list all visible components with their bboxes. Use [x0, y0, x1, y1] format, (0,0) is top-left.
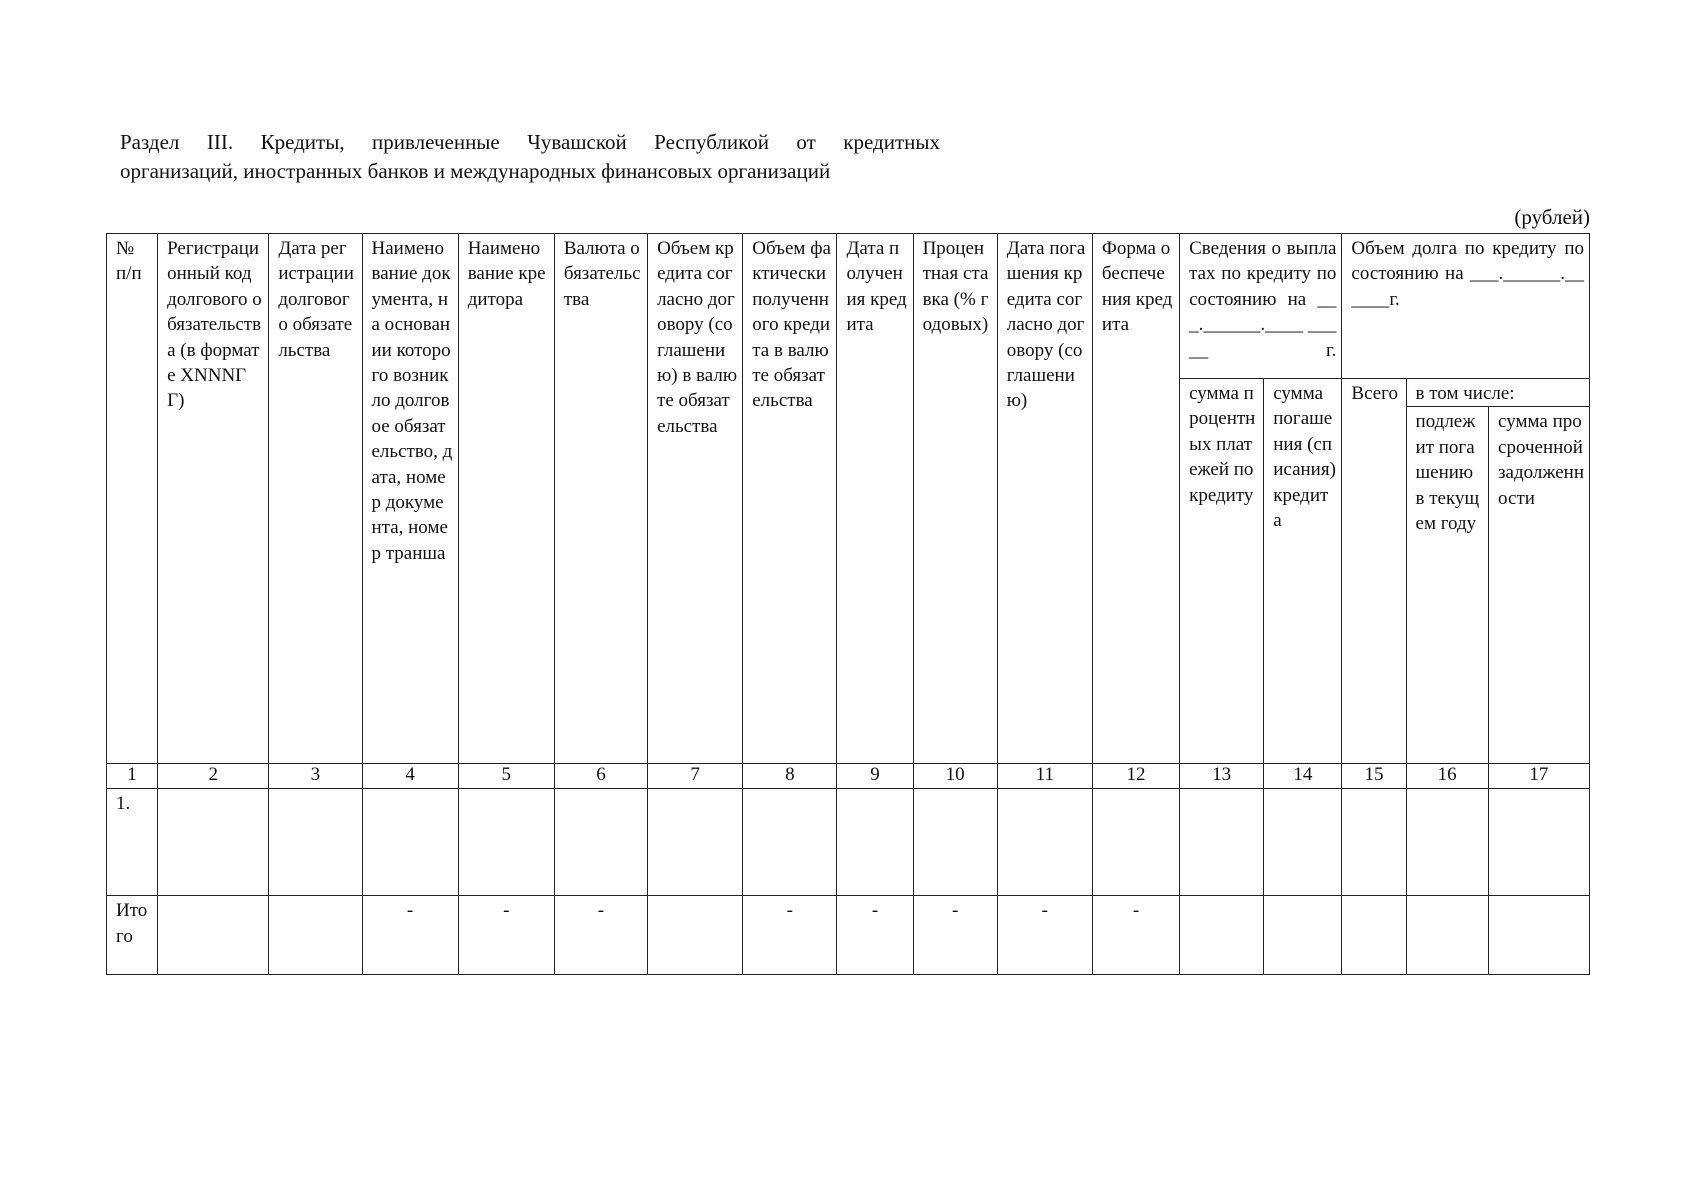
- column-number: 5: [458, 764, 554, 789]
- table-cell: [1488, 789, 1589, 896]
- column-number: 1: [107, 764, 158, 789]
- table-cell: [648, 896, 743, 975]
- column-number: 2: [158, 764, 269, 789]
- table-cell: [1342, 896, 1406, 975]
- table-cell: [1264, 789, 1342, 896]
- column-number: 14: [1264, 764, 1342, 789]
- header-total: Всего: [1342, 379, 1406, 764]
- table-cell: [269, 896, 362, 975]
- total-dash: -: [913, 896, 997, 975]
- table-row: [107, 789, 1590, 896]
- table-cell: [1180, 789, 1264, 896]
- total-dash: -: [458, 896, 554, 975]
- table-cell: [1406, 789, 1488, 896]
- header-payments-group: Сведения о выплатах по кредиту по состоянию на ___.______.____ _____ г.: [1180, 234, 1342, 379]
- table-cell: [269, 789, 362, 896]
- column-numbers-row: [107, 764, 1590, 789]
- section-title-line-1: Раздел III. Кредиты, привлеченные Чувашской Республикой от кредитных: [120, 130, 940, 154]
- total-label: Итого: [107, 896, 158, 975]
- column-number: 12: [1092, 764, 1179, 789]
- column-number: 17: [1488, 764, 1589, 789]
- column-number: 15: [1342, 764, 1406, 789]
- table-cell: [743, 789, 837, 896]
- header-currency: Валюта обязательства: [554, 234, 647, 764]
- section-title: [120, 128, 940, 186]
- table-cell: [362, 789, 458, 896]
- header-security-form: Форма обеспечения кредита: [1092, 234, 1179, 764]
- header-num: № п/п: [107, 234, 158, 764]
- column-number: 4: [362, 764, 458, 789]
- total-dash: -: [837, 896, 913, 975]
- table-cell: [1264, 896, 1342, 975]
- column-number: 11: [997, 764, 1092, 789]
- section-title-line-2: организаций, иностранных банков и международных финансовых организаций: [120, 159, 831, 183]
- including-subtable: [1407, 379, 1590, 763]
- header-document: Наименование документа, на основании которого возникло долговое обязательство, дата, номер документа, номер транша: [362, 234, 458, 764]
- table-cell: [648, 789, 743, 896]
- header-overdue: сумма просроченной задолженности: [1498, 411, 1585, 509]
- header-repayment-date: Дата погашения кредита согласно договору (соглашению): [997, 234, 1092, 764]
- table-cell: [1092, 789, 1179, 896]
- table-cell: [158, 789, 269, 896]
- header-including-group: [1406, 379, 1589, 764]
- table-cell: [158, 896, 269, 975]
- column-number: 8: [743, 764, 837, 789]
- table-cell: [913, 789, 997, 896]
- header-receipt-date: Дата получения кредита: [837, 234, 913, 764]
- header-creditor: Наименование кредитора: [458, 234, 554, 764]
- table-cell: [1342, 789, 1406, 896]
- column-number: 16: [1406, 764, 1488, 789]
- table-cell: [1488, 896, 1589, 975]
- credits-table: [106, 233, 1590, 975]
- header-interest-rate: Процентная ставка (% годовых): [913, 234, 997, 764]
- header-reg-date: Дата регистрации долгового обязательства: [269, 234, 362, 764]
- total-dash: -: [997, 896, 1092, 975]
- header-debt-group: Объем долга по кредиту по состоянию на ___.______.______г.: [1342, 234, 1590, 379]
- table-cell: [1180, 896, 1264, 975]
- table-cell: [1406, 896, 1488, 975]
- total-dash: -: [362, 896, 458, 975]
- header-interest-payments: сумма процентных платежей по кредиту: [1180, 379, 1264, 764]
- header-reg-code: Регистрационный код долгового обязательства (в формате XNNNГГ): [158, 234, 269, 764]
- column-number: 9: [837, 764, 913, 789]
- header-repayment-sum: сумма погашения (списания) кредита: [1264, 379, 1342, 764]
- total-dash: -: [743, 896, 837, 975]
- table-cell: [554, 789, 647, 896]
- header-current-year: подлежит погашению в текущем году: [1407, 407, 1489, 764]
- table-cell: [458, 789, 554, 896]
- row-number: 1.: [107, 789, 158, 896]
- total-row: [107, 896, 1590, 975]
- currency-unit-label: (рублей): [1514, 205, 1590, 229]
- column-number: 7: [648, 764, 743, 789]
- column-number: 13: [1180, 764, 1264, 789]
- column-number: 10: [913, 764, 997, 789]
- column-number: 3: [269, 764, 362, 789]
- header-actual-volume: Объем фактически полученного кредита в валюте обязательства: [743, 234, 837, 764]
- total-dash: -: [554, 896, 647, 975]
- table-cell: [997, 789, 1092, 896]
- column-number: 6: [554, 764, 647, 789]
- header-credit-volume: Объем кредита согласно договору (соглашению) в валюте обязательства: [648, 234, 743, 764]
- total-dash: -: [1092, 896, 1179, 975]
- header-including: в том числе:: [1407, 379, 1590, 407]
- table-cell: [837, 789, 913, 896]
- header-row: [107, 234, 1590, 379]
